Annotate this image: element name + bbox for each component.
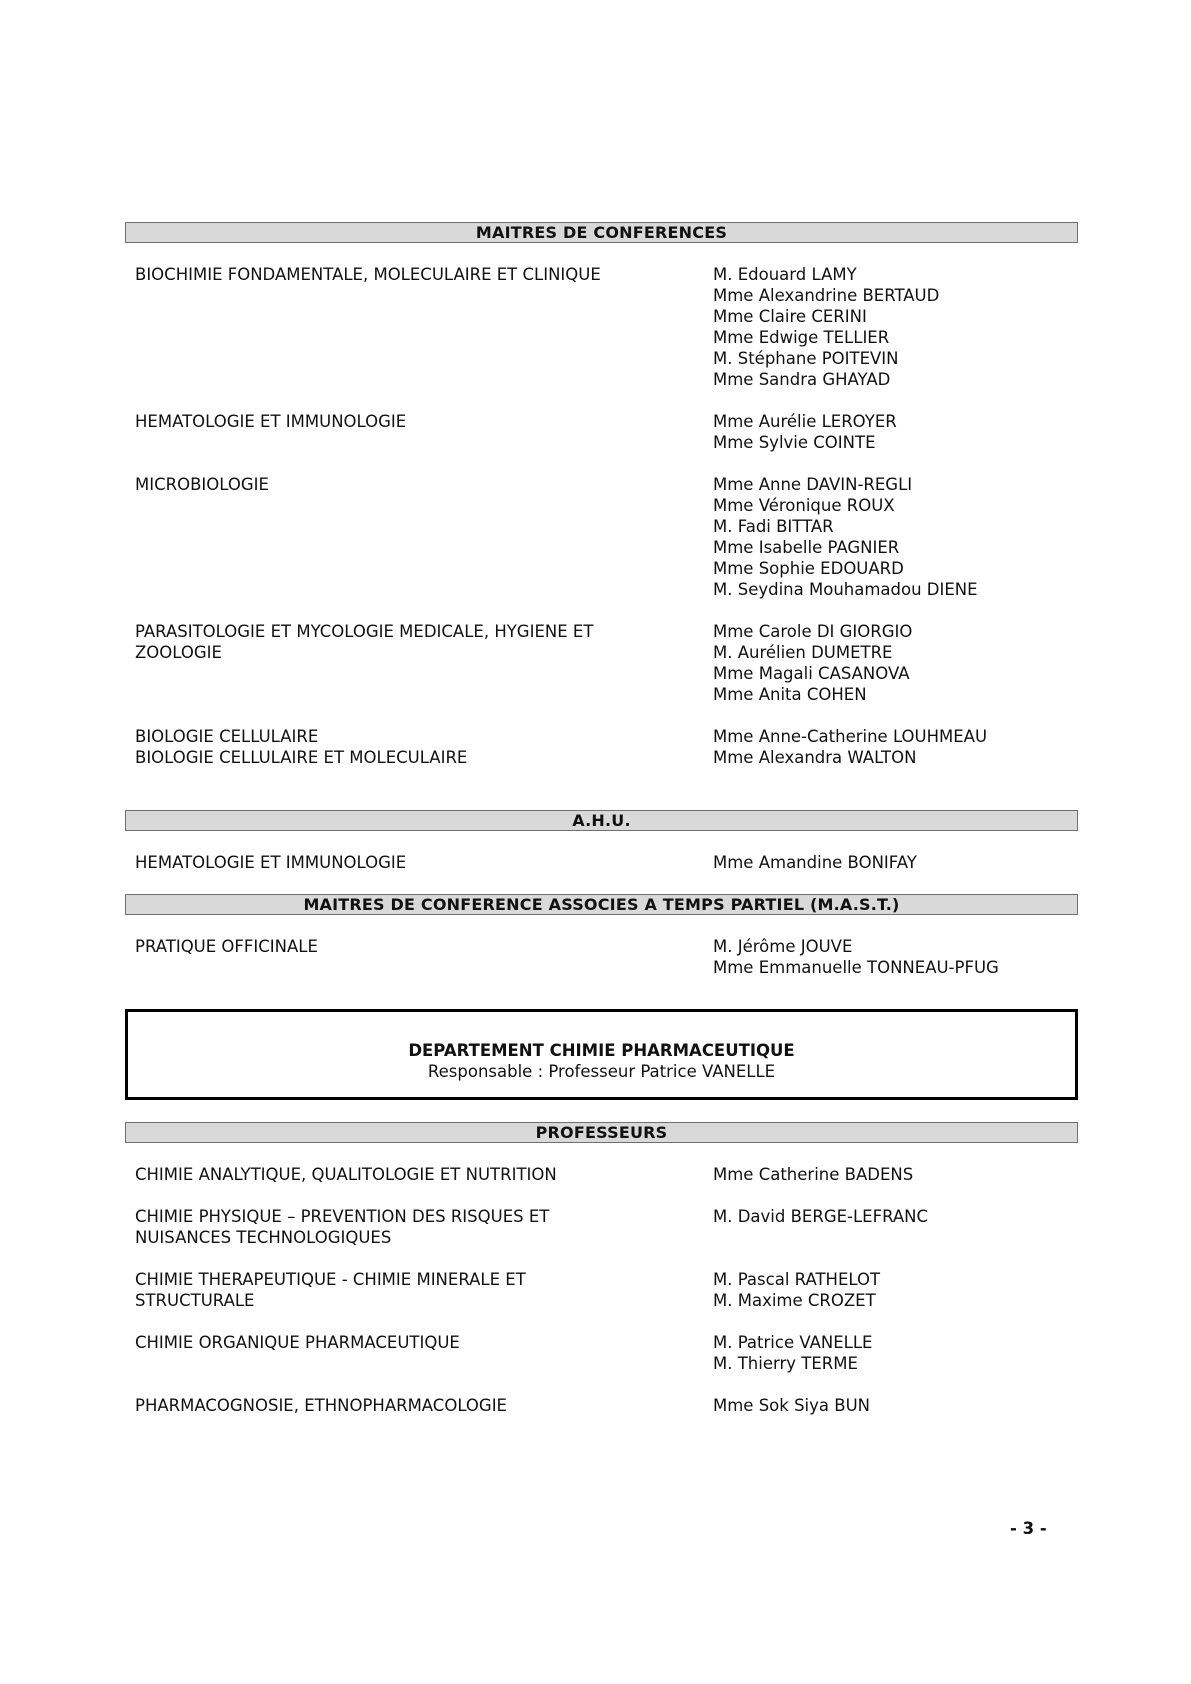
discipline [135, 1332, 713, 1374]
staff-name: Mme Carole DI GIORGIO [713, 622, 913, 641]
discipline-line: NUISANCES TECHNOLOGIQUES [135, 1228, 392, 1247]
staff-name: Mme Sandra GHAYAD [713, 370, 891, 389]
discipline-line: PARASITOLOGIE ET MYCOLOGIE MEDICALE, HYGIENE ET [135, 622, 594, 641]
staff-names [713, 726, 1078, 768]
staff-names [713, 1206, 1078, 1248]
staff-names [713, 1269, 1078, 1311]
staff-name: Mme Anne DAVIN-REGLI [713, 475, 913, 494]
staff-name: Mme Isabelle PAGNIER [713, 538, 900, 557]
discipline [135, 264, 713, 390]
staff-name: Mme Catherine BADENS [713, 1165, 914, 1184]
table-row [135, 726, 1078, 768]
department-responsible: Responsable : Professeur Patrice VANELLE [427, 1062, 776, 1081]
discipline-line: BIOCHIMIE FONDAMENTALE, MOLECULAIRE ET CLINIQUE [135, 265, 601, 284]
discipline-line: CHIMIE THERAPEUTIQUE - CHIMIE MINERALE ET [135, 1270, 526, 1289]
section-rows [125, 264, 1078, 768]
staff-name: Mme Emmanuelle TONNEAU-PFUG [713, 958, 999, 977]
discipline [135, 621, 713, 705]
table-row [135, 1332, 1078, 1374]
staff-names [713, 621, 1078, 705]
discipline [135, 726, 713, 768]
discipline [135, 936, 713, 978]
table-row [135, 852, 1078, 873]
staff-name: Mme Edwige TELLIER [713, 328, 890, 347]
discipline-line: PRATIQUE OFFICINALE [135, 937, 318, 956]
table-row [135, 936, 1078, 978]
staff-name: M. Seydina Mouhamadou DIENE [713, 580, 978, 599]
staff-names [713, 474, 1078, 600]
staff-name: Mme Sylvie COINTE [713, 433, 876, 452]
staff-name: Mme Véronique ROUX [713, 496, 895, 515]
table-row [135, 474, 1078, 600]
discipline-line: STRUCTURALE [135, 1291, 255, 1310]
staff-name: Mme Sophie EDOUARD [713, 559, 904, 578]
discipline-line: ZOOLOGIE [135, 643, 222, 662]
staff-names [713, 852, 1078, 873]
table-row [135, 1395, 1078, 1416]
discipline-line: CHIMIE ANALYTIQUE, QUALITOLOGIE ET NUTRITION [135, 1165, 557, 1184]
staff-names [713, 1164, 1078, 1185]
section-rows [125, 936, 1078, 978]
discipline [135, 411, 713, 453]
staff-name: Mme Magali CASANOVA [713, 664, 910, 683]
section-header-mast: MAITRES DE CONFERENCE ASSOCIES A TEMPS PARTIEL (M.A.S.T.) [125, 894, 1078, 915]
table-row [135, 1269, 1078, 1311]
staff-name: Mme Sok Siya BUN [713, 1396, 870, 1415]
staff-name: Mme Claire CERINI [713, 307, 867, 326]
department-box [125, 1009, 1078, 1100]
staff-name: M. Patrice VANELLE [713, 1333, 873, 1352]
discipline [135, 1206, 713, 1248]
staff-name: M. Thierry TERME [713, 1354, 858, 1373]
staff-name: Mme Anne-Catherine LOUHMEAU [713, 727, 988, 746]
discipline-line: BIOLOGIE CELLULAIRE ET MOLECULAIRE [135, 748, 468, 767]
discipline [135, 1269, 713, 1311]
table-row [135, 1206, 1078, 1248]
discipline-line: PHARMACOGNOSIE, ETHNOPHARMACOLOGIE [135, 1396, 507, 1415]
discipline [135, 852, 713, 873]
staff-name: M. Edouard LAMY [713, 265, 857, 284]
staff-names [713, 936, 1078, 978]
section-header-maitres-de-conferences: MAITRES DE CONFERENCES [125, 222, 1078, 243]
table-row [135, 621, 1078, 705]
staff-name: M. Aurélien DUMETRE [713, 643, 893, 662]
discipline [135, 1395, 713, 1416]
page-number: - 3 - [1010, 1519, 1047, 1538]
staff-names [713, 264, 1078, 390]
staff-name: M. David BERGE-LEFRANC [713, 1207, 929, 1226]
staff-name: Mme Anita COHEN [713, 685, 867, 704]
staff-names [713, 1395, 1078, 1416]
staff-name: M. Jérôme JOUVE [713, 937, 853, 956]
page-content [125, 222, 1078, 1416]
staff-name: Mme Aurélie LEROYER [713, 412, 897, 431]
staff-name: M. Stéphane POITEVIN [713, 349, 899, 368]
section-header-ahu: A.H.U. [125, 810, 1078, 831]
section-rows [125, 852, 1078, 873]
staff-name: Mme Alexandrine BERTAUD [713, 286, 940, 305]
discipline-line: BIOLOGIE CELLULAIRE [135, 727, 319, 746]
section-header-professeurs: PROFESSEURS [125, 1122, 1078, 1143]
department-title: DEPARTEMENT CHIMIE PHARMACEUTIQUE [408, 1041, 795, 1060]
staff-name: Mme Amandine BONIFAY [713, 853, 917, 872]
discipline [135, 474, 713, 600]
discipline [135, 1164, 713, 1185]
staff-name: M. Maxime CROZET [713, 1291, 876, 1310]
discipline-line: HEMATOLOGIE ET IMMUNOLOGIE [135, 853, 407, 872]
discipline-line: MICROBIOLOGIE [135, 475, 269, 494]
staff-name: Mme Alexandra WALTON [713, 748, 917, 767]
staff-name: M. Fadi BITTAR [713, 517, 834, 536]
staff-names [713, 411, 1078, 453]
table-row [135, 264, 1078, 390]
table-row [135, 1164, 1078, 1185]
discipline-line: CHIMIE ORGANIQUE PHARMACEUTIQUE [135, 1333, 460, 1352]
section-rows [125, 1164, 1078, 1416]
discipline-line: CHIMIE PHYSIQUE – PREVENTION DES RISQUES ET [135, 1207, 550, 1226]
table-row [135, 411, 1078, 453]
discipline-line: HEMATOLOGIE ET IMMUNOLOGIE [135, 412, 407, 431]
staff-name: M. Pascal RATHELOT [713, 1270, 881, 1289]
staff-names [713, 1332, 1078, 1374]
